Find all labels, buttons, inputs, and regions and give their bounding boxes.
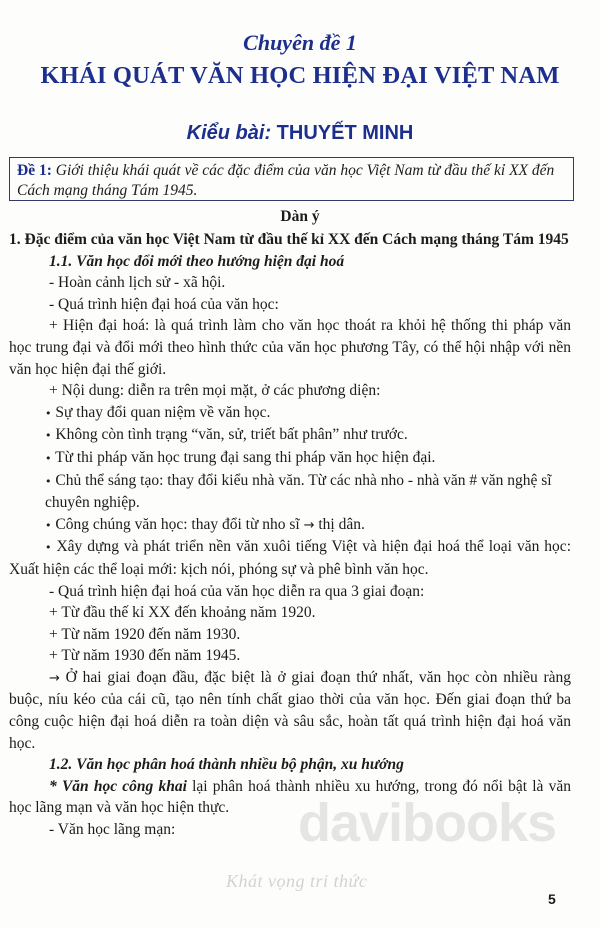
watermark-tagline: Khát vọng tri thức: [226, 871, 368, 891]
list-item: + Từ năm 1920 đến năm 1930.: [49, 625, 241, 643]
arrow-icon: →: [49, 670, 60, 686]
arrow-icon: →: [303, 517, 315, 533]
bullet-text: Công chúng văn học: thay đổi từ nho sĩ: [55, 515, 300, 533]
bullet-icon: •: [45, 518, 52, 532]
page-number: 5: [548, 891, 556, 907]
assignment-box: [9, 157, 574, 201]
conclusion-paragraph: [9, 667, 571, 754]
bullet-item: [9, 424, 571, 447]
bullet-icon: •: [45, 429, 52, 443]
bullet-text: Xây dựng và phát triển nền văn xuôi tiếng Việt và hiện đại hoá thể loại văn học: Xuất hiện các thể loại mới: kịch nói, phóng sự và phê bình văn học.: [9, 538, 571, 578]
bullet-text: Từ thi pháp văn học trung đại sang thi pháp văn học hiện đại.: [55, 448, 436, 466]
chapter-title: KHÁI QUÁT VĂN HỌC HIỆN ĐẠI VIỆT NAM: [40, 62, 560, 89]
assignment-label: Đề 1:: [17, 162, 52, 179]
conclusion-text: Ở hai giai đoạn đầu, đặc biệt là ở giai đoạn thứ nhất, văn học còn nhiều ràng buộc, níu kéo của cái cũ, tạo nên tính chất giao thời của văn học. Đến giai đoạn thứ ba công cuộc hiện đại hoá diễn ra toàn diện và sâu sắc, hoàn tất quá trình hiện đại hoá văn học.: [9, 668, 571, 752]
assignment-text: Giới thiệu khái quát về các đặc điểm của văn học Việt Nam từ đầu thế kỉ XX đến Cách mạng tháng Tám 1945.: [17, 162, 555, 199]
list-item: + Nội dung: diễn ra trên mọi mặt, ở các phương diện:: [49, 382, 381, 400]
list-item: - Văn học lãng mạn:: [49, 821, 176, 839]
section-heading: 1. Đặc điểm của văn học Việt Nam từ đầu thế kỉ XX đến Cách mạng tháng Tám 1945: [9, 231, 569, 248]
list-item: - Quá trình hiện đại hoá của văn học diễn ra qua 3 giai đoạn:: [49, 582, 425, 600]
bullet-icon: •: [45, 541, 52, 555]
essay-type-value: THUYẾT MINH: [276, 122, 414, 144]
list-item: + Từ đầu thế kỉ XX đến khoảng năm 1920.: [49, 604, 316, 622]
list-item: + Hiện đại hoá: là quá trình làm cho văn học thoát ra khỏi hệ thống thi pháp văn học trung đại và đổi mới theo hình thức của văn học phương Tây, có thể hội nhập với nền văn học hiện đại thế giới.: [9, 317, 571, 378]
list-item-text: lại phân hoá thành nhiều xu hướng, trong đó nổi bật là văn học lãng mạn và văn học hiện thực.: [9, 777, 572, 817]
list-item: - Hoàn cảnh lịch sử - xã hội.: [49, 274, 226, 292]
chapter-label: Chuyên đề 1: [243, 30, 357, 55]
bullet-item: [9, 402, 571, 425]
subsection-heading: 1.2. Văn học phân hoá thành nhiều bộ phận, xu hướng: [49, 756, 404, 774]
bullet-item: [9, 514, 571, 537]
bullet-text: thị dân.: [318, 515, 365, 533]
bullet-text: Chủ thể sáng tạo: thay đổi kiểu nhà văn. Từ các nhà nho - nhà văn # văn nghệ sĩ chuyên nghiệp.: [45, 471, 552, 512]
subsection-heading: 1.1. Văn học đổi mới theo hướng hiện đại hoá: [49, 252, 345, 270]
list-item: - Quá trình hiện đại hoá của văn học:: [49, 295, 279, 313]
bullet-item: [9, 536, 571, 580]
essay-type-heading: [0, 122, 600, 145]
bullet-icon: •: [45, 406, 52, 420]
essay-type-label: Kiểu bài:: [186, 122, 272, 144]
bullet-item: [9, 470, 571, 514]
list-item: + Từ năm 1930 đến năm 1945.: [49, 647, 241, 665]
bullet-text: Sự thay đổi quan niệm về văn học.: [55, 403, 271, 421]
emphasis-text: * Văn học công khai: [49, 777, 187, 795]
outline-heading: Dàn ý: [280, 208, 320, 225]
bullet-icon: •: [45, 451, 52, 465]
outline-content: [9, 229, 571, 841]
bullet-icon: •: [45, 474, 52, 488]
bullet-item: [9, 447, 571, 470]
bullet-text: Không còn tình trạng “văn, sử, triết bất phân” như trước.: [55, 426, 408, 444]
watermark-brand: davibooks: [298, 793, 557, 853]
